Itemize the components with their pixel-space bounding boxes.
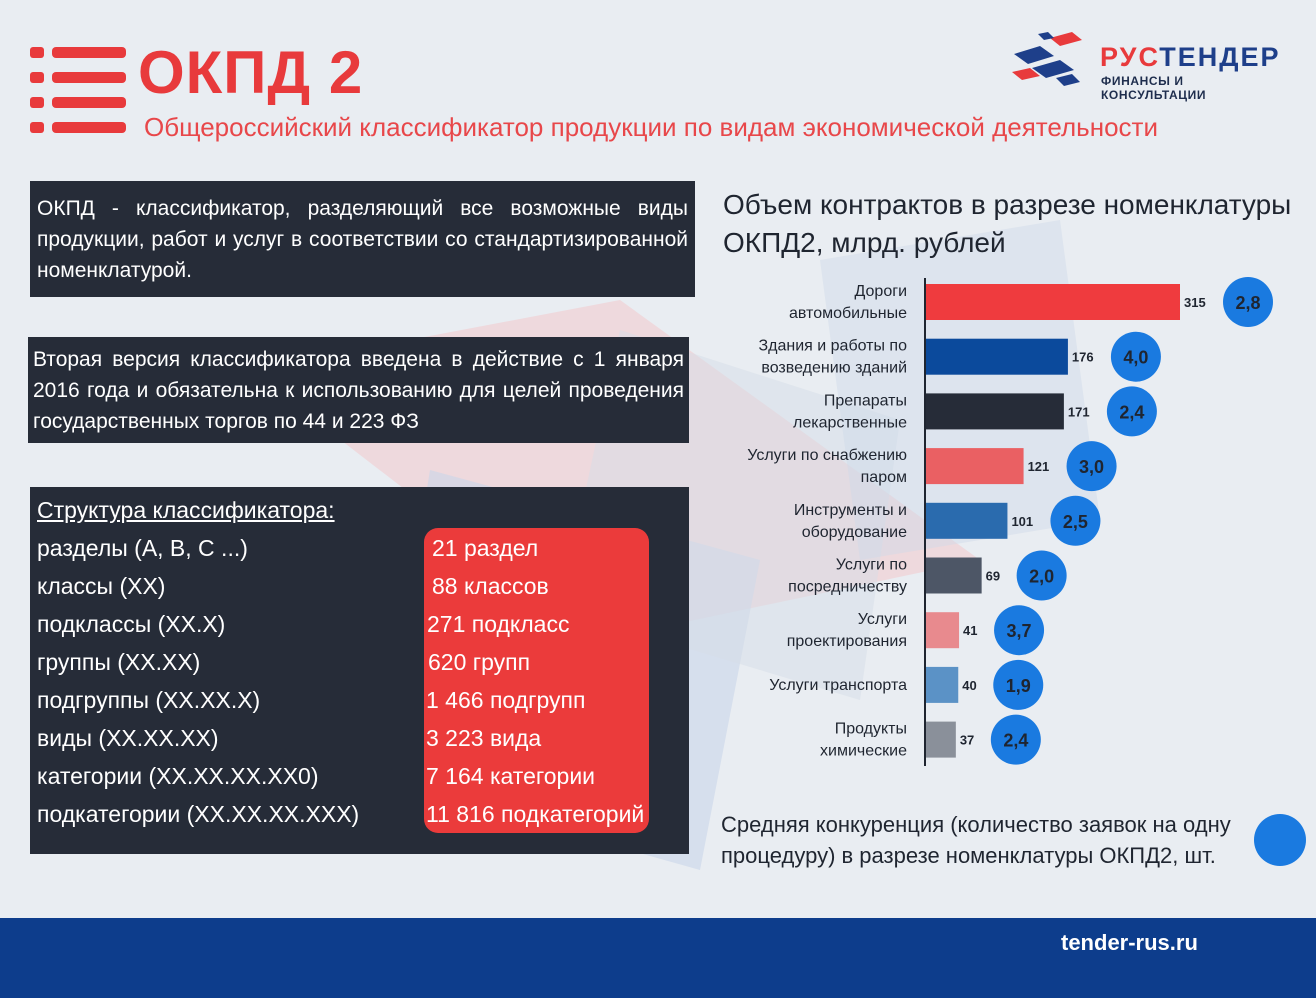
- structure-count: 1 466 подгрупп: [426, 687, 586, 713]
- category-label: возведению зданий: [761, 359, 907, 377]
- page-title: ОКПД 2: [138, 39, 364, 106]
- structure-level: подкатегории (XX.XX.XX.XXX): [37, 801, 360, 827]
- structure-count: 88 классов: [432, 573, 549, 599]
- competition-value-label: 3,0: [1079, 457, 1105, 478]
- bar: [926, 448, 1024, 484]
- brand-logo[interactable]: [1010, 32, 1290, 102]
- structure-level: виды (XX.XX.XX): [37, 725, 219, 751]
- structure-count: 271 подкласс: [427, 611, 570, 637]
- category-label: лекарственные: [793, 414, 907, 432]
- bar-value-label: 41: [963, 623, 978, 639]
- competition-value-label: 3,7: [1006, 621, 1032, 642]
- category-label: посредничеству: [788, 578, 907, 596]
- category-label: паром: [860, 469, 907, 487]
- competition-legend-text: Средняя конкуренция (количество заявок на одну процедуру) в разрезе номенклатуры ОКПД2, шт.: [721, 812, 1231, 868]
- competition-value-label: 4,0: [1123, 347, 1149, 368]
- structure-level: подгруппы (XX.XX.X): [37, 687, 261, 713]
- bar-value-label: 37: [959, 732, 975, 748]
- competition-value-label: 2,0: [1029, 566, 1055, 587]
- structure-count: 3 223 вида: [426, 725, 542, 751]
- contracts-bar-chart: [700, 270, 1316, 780]
- structure-panel: [30, 487, 689, 854]
- bar: [926, 558, 982, 594]
- bar-value-label: 40: [962, 677, 977, 693]
- bar: [926, 284, 1180, 320]
- category-label: проектирования: [786, 633, 907, 651]
- logo-tagline: ФИНАНСЫ И КОНСУЛЬТАЦИИ: [1101, 74, 1207, 102]
- competition-value-label: 2,8: [1235, 293, 1261, 313]
- structure-count: 11 816 подкатегорий: [426, 801, 645, 827]
- category-label: Услуги по: [835, 556, 907, 574]
- logo-name: [1100, 42, 1281, 73]
- structure-level: группы (XX.XX): [37, 649, 201, 675]
- category-label: Услуги по снабжению: [747, 447, 907, 465]
- logo-name-accent: РУС: [1100, 42, 1160, 72]
- footer-url-link[interactable]: tender-rus.ru: [1061, 930, 1198, 955]
- structure-level: классы (XX): [37, 573, 166, 599]
- bar-value-label: 171: [1067, 404, 1090, 420]
- structure-count: 7 164 категории: [426, 763, 596, 789]
- version-panel: Вторая версия классификатора введена в действие с 1 января 2016 года и обязательна к использованию для целей проведения государственных торгов по 44 и 223 ФЗ: [28, 337, 689, 443]
- bar-value-label: 315: [1184, 295, 1206, 310]
- bar: [926, 503, 1007, 539]
- bar: [926, 667, 958, 703]
- structure-level: разделы (A, B, C ...): [37, 535, 248, 561]
- category-label: химические: [820, 742, 907, 760]
- category-label: автомобильные: [789, 305, 907, 322]
- structure-count: 620 групп: [428, 649, 531, 675]
- competition-value-label: 2,4: [1003, 730, 1029, 751]
- bar: [926, 722, 956, 758]
- competition-legend-dot: [1254, 814, 1306, 866]
- list-menu-icon: [30, 47, 126, 133]
- category-label: Продукты: [834, 720, 907, 738]
- logo-mark-icon: [1010, 32, 1084, 90]
- competition-value-label: 2,5: [1062, 511, 1088, 532]
- bar-value-label: 176: [1071, 349, 1094, 365]
- chart-title: Объем контрактов в разрезе номенклатуры ОКПД2, млрд. рублей: [723, 189, 1292, 258]
- category-label: Дороги: [854, 283, 907, 300]
- bar: [926, 339, 1068, 375]
- category-label: Здания и работы по: [758, 337, 907, 355]
- competition-value-label: 2,4: [1119, 402, 1145, 423]
- bar-value-label: 101: [1011, 513, 1034, 529]
- category-label: Услуги транспорта: [769, 676, 907, 694]
- page-subtitle: Общероссийский классификатор продукции по видам экономической деятельности: [144, 112, 1158, 142]
- logo-name-main: ТЕНДЕР: [1159, 42, 1281, 72]
- bar: [926, 612, 959, 648]
- competition-value-label: 1,9: [1005, 675, 1031, 696]
- category-label: Услуги: [857, 611, 907, 629]
- bar-value-label: 69: [985, 568, 1001, 584]
- bar-value-label: 121: [1027, 459, 1050, 475]
- category-label: Инструменты и: [793, 501, 907, 519]
- structure-heading: Структура классификатора:: [37, 497, 335, 523]
- structure-level: подклассы (XX.X): [37, 611, 226, 637]
- category-label: Препараты: [823, 392, 907, 410]
- structure-level: категории (XX.XX.XX.XX0): [37, 763, 319, 789]
- definition-panel: ОКПД - классификатор, разделяющий все возможные виды продукции, работ и услуг в соответствии со стандартизированной номенклатурой.: [30, 181, 695, 297]
- structure-count: 21 раздел: [432, 535, 539, 561]
- category-label: оборудование: [801, 523, 907, 541]
- bar: [926, 393, 1064, 429]
